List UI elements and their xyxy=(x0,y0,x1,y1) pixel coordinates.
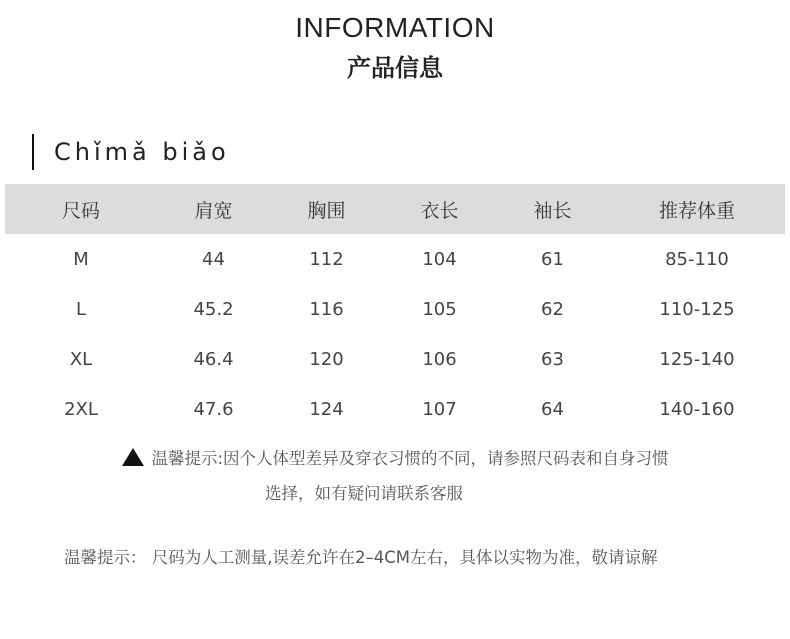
table-header-row xyxy=(5,184,785,234)
title-chinese: 产品信息 xyxy=(347,54,443,82)
fit-note-line1: 温馨提示:因个人体型差异及穿衣习惯的不同，请参照尺码表和自身习惯 xyxy=(151,449,669,468)
table-row xyxy=(5,384,785,434)
header-chest: 胸围 xyxy=(270,184,383,234)
table-cell: 110-125 xyxy=(659,298,735,320)
fit-note xyxy=(0,446,790,475)
table-cell: XL xyxy=(69,348,93,370)
table-cell: 45.2 xyxy=(193,298,234,320)
table-cell: 2XL xyxy=(64,398,98,420)
table-cell: 106 xyxy=(422,348,457,370)
table-cell: 44 xyxy=(202,248,225,270)
table-cell: 85-110 xyxy=(665,248,729,270)
table-cell: 140-160 xyxy=(659,398,735,420)
table-row xyxy=(5,284,785,334)
table-cell: 64 xyxy=(541,398,564,420)
section-accent-bar xyxy=(32,134,34,170)
table-cell: 120 xyxy=(309,348,344,370)
header-size: 尺码 xyxy=(5,184,157,234)
fit-note-line2: 选择，如有疑问请联系客服 xyxy=(265,484,463,503)
header-sleeve: 袖长 xyxy=(496,184,609,234)
title-english: INFORMATION xyxy=(295,12,495,43)
table-cell: 46.4 xyxy=(193,348,234,370)
measurement-tip: 温馨提示： 尺码为人工测量,误差允许在2–4CM左右，具体以实物为准，敬请谅解 xyxy=(64,548,658,567)
table-cell: 116 xyxy=(309,298,344,320)
table-cell: 61 xyxy=(541,248,564,270)
table-cell: 47.6 xyxy=(193,398,234,420)
table-cell: 125-140 xyxy=(659,348,735,370)
size-chart-table xyxy=(5,184,785,434)
table-cell: 63 xyxy=(541,348,564,370)
table-cell: 105 xyxy=(422,298,457,320)
table-cell: 107 xyxy=(422,398,457,420)
table-row xyxy=(5,234,785,284)
warning-triangle-icon xyxy=(121,447,145,475)
table-cell: L xyxy=(75,298,87,320)
section-label: Chǐmǎ biǎo xyxy=(54,138,230,166)
table-cell: 112 xyxy=(309,248,344,270)
table-cell: M xyxy=(73,248,89,270)
table-row xyxy=(5,334,785,384)
table-cell: 62 xyxy=(541,298,564,320)
table-cell: 104 xyxy=(422,248,457,270)
table-cell: 124 xyxy=(309,398,344,420)
header-weight: 推荐体重 xyxy=(609,184,785,234)
header-length: 衣长 xyxy=(383,184,496,234)
header-shoulder: 肩宽 xyxy=(157,184,270,234)
